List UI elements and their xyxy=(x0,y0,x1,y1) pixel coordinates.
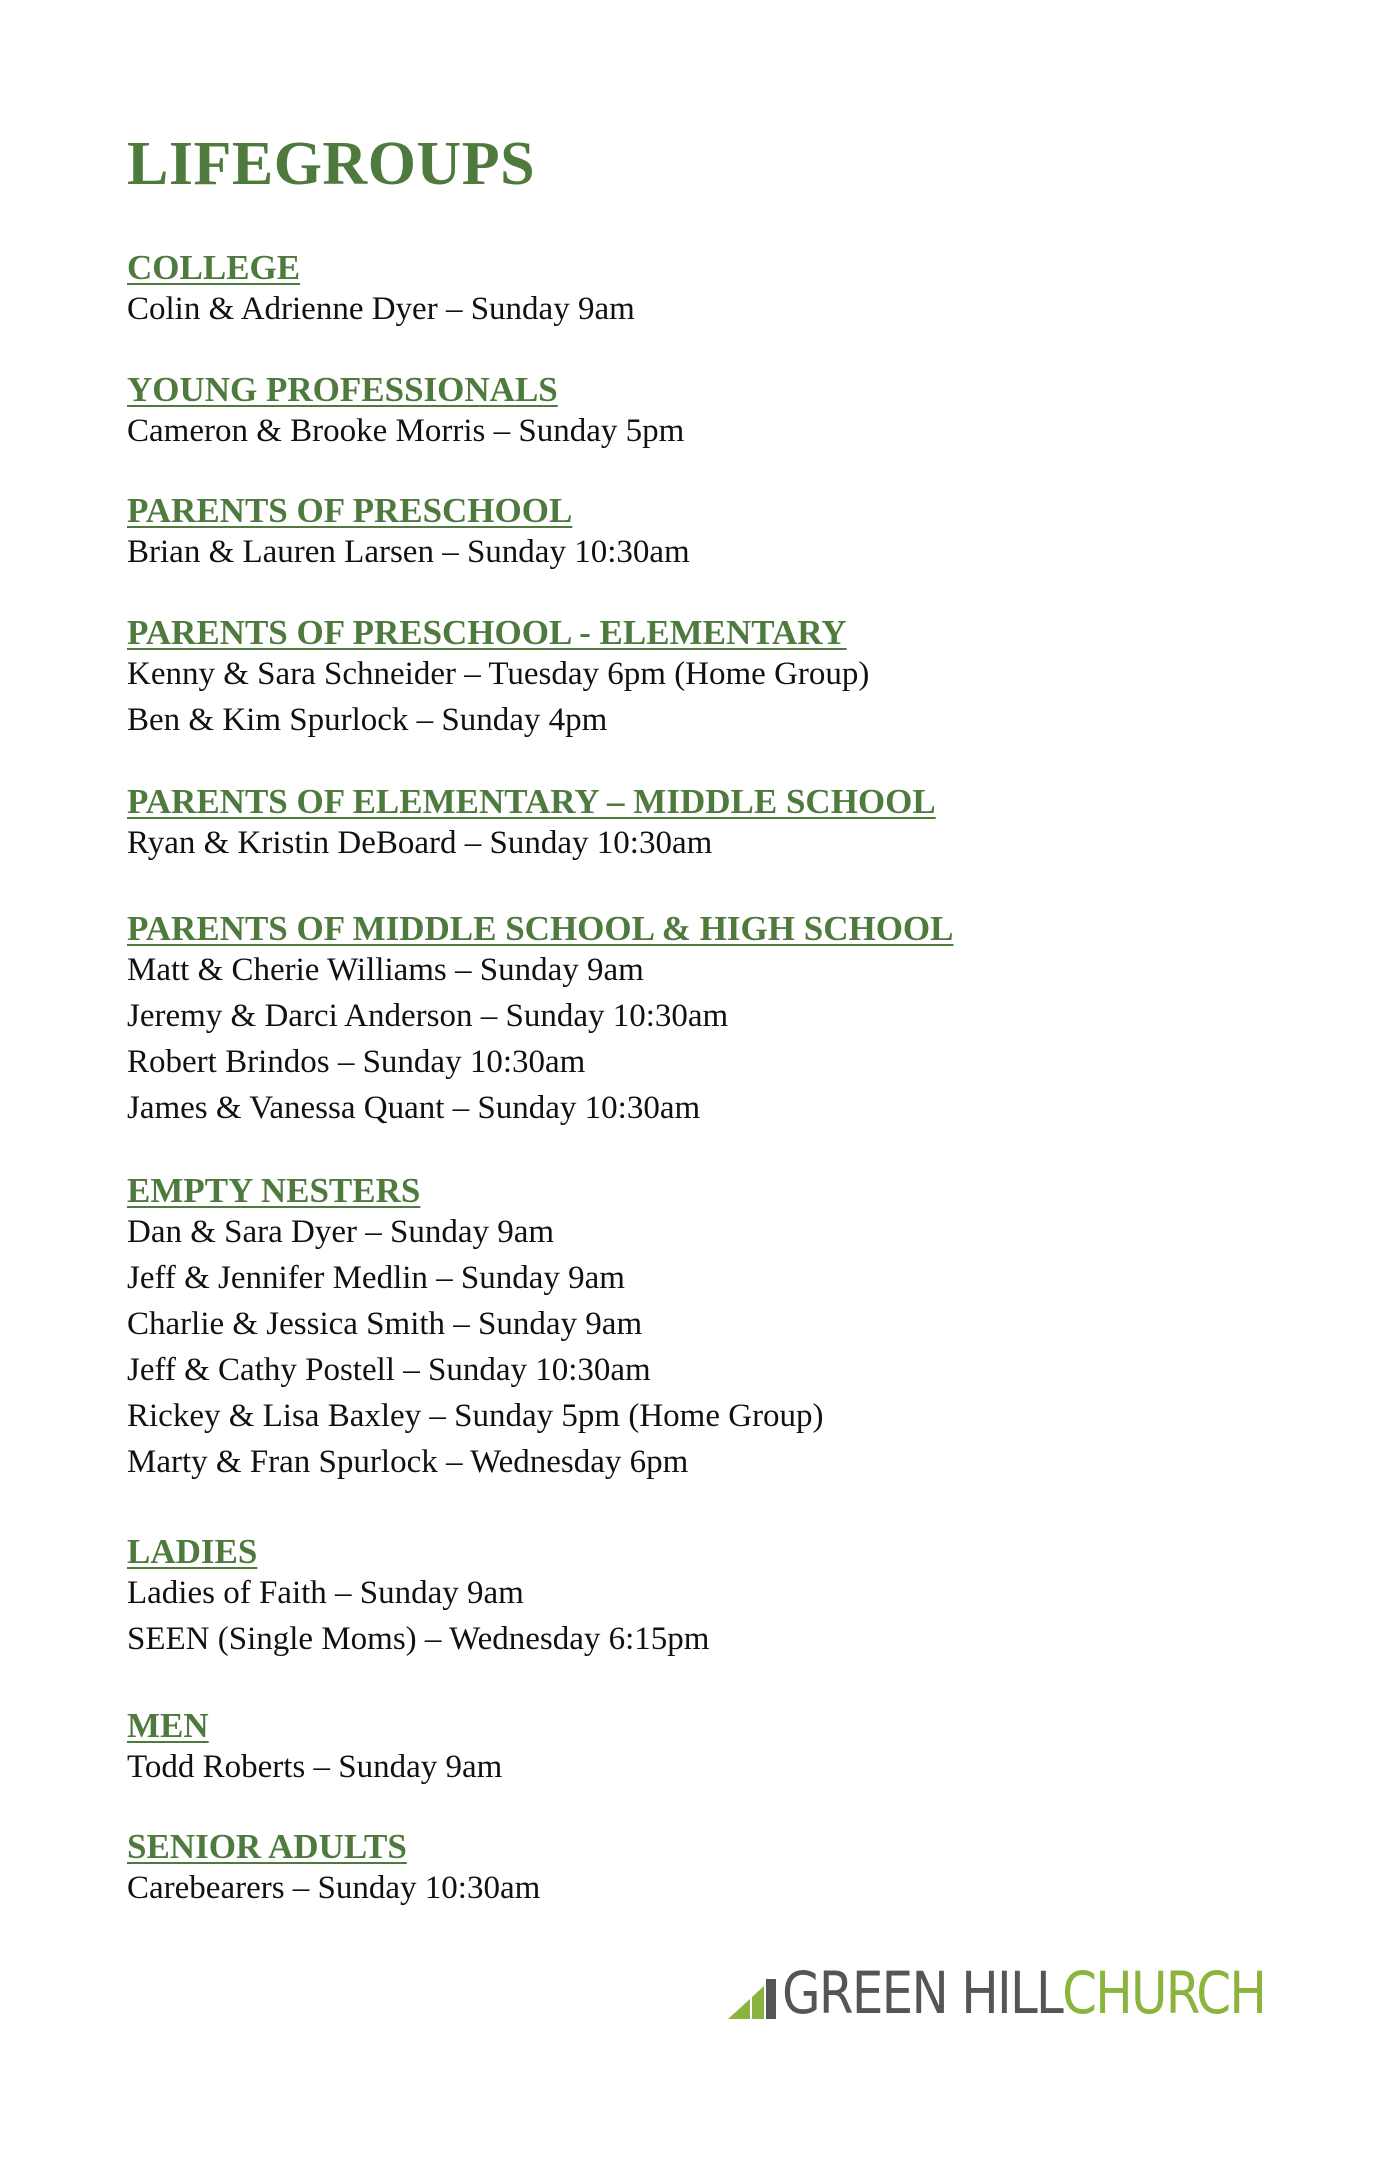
section-heading: EMPTY NESTERS xyxy=(127,1171,421,1210)
section-parents-of-preschool xyxy=(127,490,690,572)
group-entry: Ladies of Faith – Sunday 9am xyxy=(127,1575,524,1611)
group-entry: Matt & Cherie Williams – Sunday 9am xyxy=(127,952,644,988)
group-entry: Kenny & Sara Schneider – Tuesday 6pm (Home Group) xyxy=(127,656,870,692)
section-young-professionals xyxy=(127,369,684,451)
section-heading: COLLEGE xyxy=(127,248,301,287)
section-parents-of-preschool-elementary xyxy=(127,612,869,740)
section-heading: PARENTS OF PRESCHOOL - ELEMENTARY xyxy=(127,613,847,652)
group-entry: SEEN (Single Moms) – Wednesday 6:15pm xyxy=(127,1621,710,1657)
section-heading: LADIES xyxy=(127,1532,258,1571)
group-entry: Robert Brindos – Sunday 10:30am xyxy=(127,1044,586,1080)
section-heading: PARENTS OF PRESCHOOL xyxy=(127,491,573,530)
group-entry: Ryan & Kristin DeBoard – Sunday 10:30am xyxy=(127,825,713,861)
group-entry: Cameron & Brooke Morris – Sunday 5pm xyxy=(127,413,685,449)
group-entry: Jeff & Jennifer Medlin – Sunday 9am xyxy=(127,1260,625,1296)
group-entry: Jeremy & Darci Anderson – Sunday 10:30am xyxy=(127,998,729,1034)
section-heading: MEN xyxy=(127,1706,209,1745)
section-college xyxy=(127,247,635,329)
group-entry: Marty & Fran Spurlock – Wednesday 6pm xyxy=(127,1444,689,1480)
group-entry: Charlie & Jessica Smith – Sunday 9am xyxy=(127,1306,643,1342)
page-title: LIFEGROUPS xyxy=(127,130,536,198)
group-entry: Brian & Lauren Larsen – Sunday 10:30am xyxy=(127,534,690,570)
group-entry: Dan & Sara Dyer – Sunday 9am xyxy=(127,1214,555,1250)
section-parents-of-elementary-middle-school xyxy=(127,781,936,863)
group-entry: James & Vanessa Quant – Sunday 10:30am xyxy=(127,1090,701,1126)
group-entry: Ben & Kim Spurlock – Sunday 4pm xyxy=(127,702,608,738)
section-ladies xyxy=(127,1531,709,1659)
logo-church-text: CHURCH xyxy=(1062,1959,1266,2027)
section-senior-adults xyxy=(127,1826,540,1908)
church-logo xyxy=(728,1959,1344,2027)
group-entry: Colin & Adrienne Dyer – Sunday 9am xyxy=(127,291,635,327)
group-entry: Carebearers – Sunday 10:30am xyxy=(127,1870,541,1906)
section-heading: PARENTS OF ELEMENTARY – MIDDLE SCHOOL xyxy=(127,782,936,821)
section-empty-nesters xyxy=(127,1170,824,1482)
section-heading: YOUNG PROFESSIONALS xyxy=(127,370,558,409)
group-entry: Todd Roberts – Sunday 9am xyxy=(127,1749,503,1785)
section-heading: PARENTS OF MIDDLE SCHOOL & HIGH SCHOOL xyxy=(127,909,954,948)
group-entry: Rickey & Lisa Baxley – Sunday 5pm (Home Group) xyxy=(127,1398,824,1434)
logo-wordmark xyxy=(782,1959,1266,2027)
group-entry: Jeff & Cathy Postell – Sunday 10:30am xyxy=(127,1352,651,1388)
logo-green-hill-text: GREEN HILL xyxy=(782,1959,1063,2027)
green-hill-mark-icon xyxy=(728,1975,776,2019)
section-parents-of-middle-school-high-school xyxy=(127,908,954,1128)
section-men xyxy=(127,1705,502,1787)
section-heading: SENIOR ADULTS xyxy=(127,1827,407,1866)
